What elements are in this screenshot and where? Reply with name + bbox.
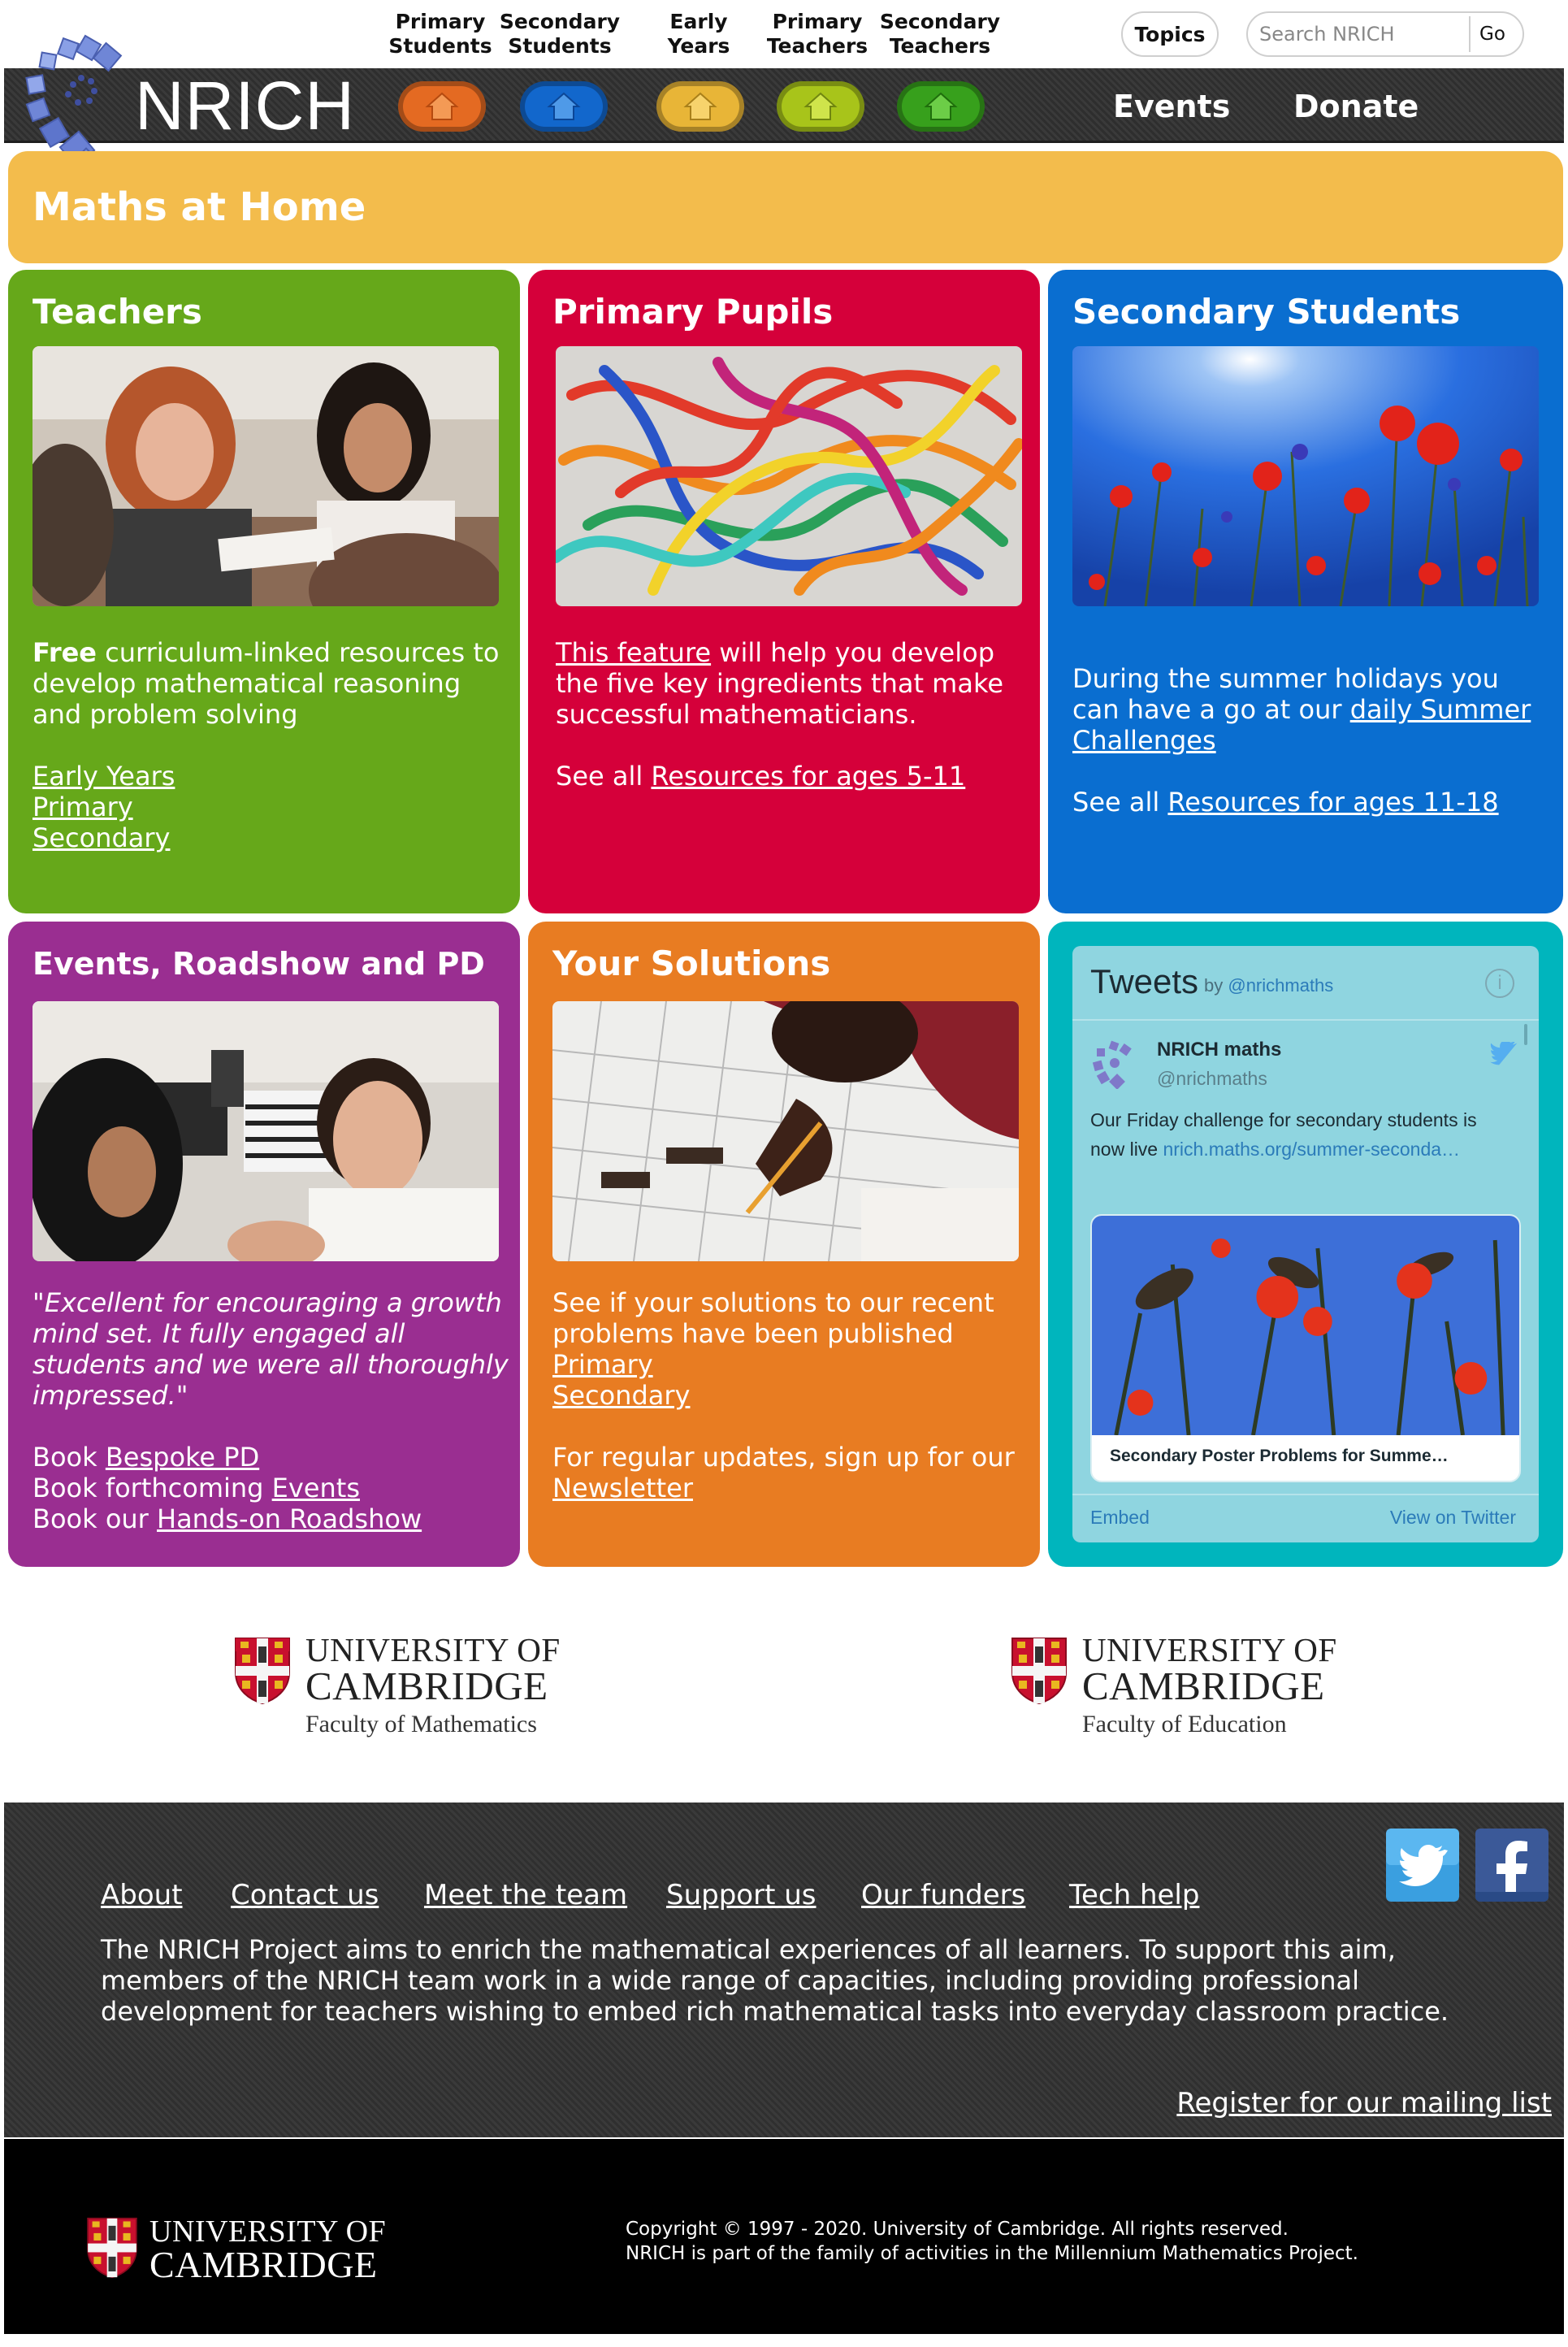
secondary-students-photo[interactable] [1072,346,1539,606]
teachers-links [32,761,175,853]
nav-secondary-students[interactable]: Secondary Students [499,10,621,58]
home-primary-teachers[interactable] [777,81,864,132]
tweet-text: Our Friday challenge for secondary students is now live [1090,1109,1477,1160]
tweet-body [1090,1105,1513,1164]
page-title: Maths at Home [32,184,366,230]
events-quote: "Excellent for encouraging a growth mind set. It fully engaged all students and we were all thoroughly impressed." [32,1287,509,1411]
primary-pupils-description [556,637,1027,730]
tweet-media-image [1092,1216,1519,1435]
tweet-link[interactable]: nrich.maths.org/summer-seconda… [1163,1139,1461,1160]
tweets-footer-divider [1072,1494,1539,1495]
home-primary-students[interactable] [398,81,486,132]
solutions-photo[interactable] [552,1001,1019,1261]
secondary-students-card [1048,270,1563,913]
footer-about-text: The NRICH Project aims to enrich the mathematical experiences of all learners. To support this aim, members of the NRICH team work in a wide range of capacities, including providing professional development for teachers wishing to embed rich mathematical tasks into everyday classroom practice. [101,1934,1449,2027]
primary-see-all [556,761,965,792]
solutions-card [528,922,1040,1567]
primary-pupils-title[interactable]: Primary Pupils [552,292,834,332]
teachers-link-primary[interactable]: Primary [32,792,133,822]
faculty-name: Faculty of Education [1082,1711,1287,1737]
cambridge-shield-icon [1011,1637,1068,1705]
donate-link[interactable]: Donate [1293,89,1419,124]
search-input[interactable] [1248,13,1469,55]
faculty-name: Faculty of Mathematics [305,1711,537,1737]
cambridge-shield-icon [86,2217,138,2279]
tweet-author-handle[interactable]: @nrichmaths [1157,1068,1267,1089]
bespoke-pd-link[interactable]: Bespoke PD [105,1442,260,1473]
search-go-button[interactable]: Go [1469,16,1514,52]
teachers-photo[interactable] [32,346,499,606]
home-early-years[interactable] [656,81,744,132]
nav-secondary-teachers[interactable]: Secondary Teachers [879,10,1001,58]
footer-tech-help-link[interactable]: Tech help [1069,1879,1200,1911]
copyright [626,2217,1358,2266]
events-photo[interactable] [32,1001,499,1261]
twitter-icon[interactable] [1386,1829,1459,1902]
uni-line1: UNIVERSITY OF [1082,1631,1337,1668]
twitter-bird-icon[interactable] [1490,1042,1519,1066]
cambridge-shield-icon [234,1637,291,1705]
footer-uni-line2: CAMBRIDGE [149,2244,378,2285]
solutions-text: See if your solutions to our recent problems have been published [552,1287,994,1349]
events-card [8,922,520,1567]
resources-5-11-link[interactable]: Resources for ages 5-11 [651,761,966,792]
solutions-primary-link[interactable]: Primary [552,1349,653,1380]
tweet-author-name[interactable]: NRICH maths [1157,1039,1282,1061]
nav-primary-students[interactable]: Primary Students [388,10,492,58]
teachers-description [32,637,504,730]
solutions-secondary-link[interactable]: Secondary [552,1380,691,1411]
tweets-handle-link[interactable]: @nrichmaths [1228,975,1334,996]
solutions-updates [552,1442,1024,1503]
tweet-media-card[interactable] [1090,1214,1521,1482]
teachers-text: curriculum-linked resources to develop mathematical reasoning and problem solving [32,637,500,730]
book-prefix: Book [32,1442,106,1473]
home-secondary-teachers[interactable] [897,81,985,132]
uni-line1: UNIVERSITY OF [305,1631,561,1668]
uni-line2: CAMBRIDGE [305,1664,548,1708]
secondary-text: During the summer holidays you can have a go at our [1072,663,1499,725]
free-label: Free [32,637,97,668]
teachers-link-early-years[interactable]: Early Years [32,761,175,792]
view-on-twitter-link[interactable]: View on Twitter [1389,1507,1516,1528]
primary-pupils-text: will help you develop the five key ingredients that make successful mathematicians. [556,637,1004,730]
teachers-card-title[interactable]: Teachers [32,292,202,332]
this-feature-link[interactable]: This feature [556,637,712,668]
tweets-scrollbar[interactable] [1524,1024,1527,1045]
house-icon [425,91,459,122]
house-icon [924,91,958,122]
footer-funders-link[interactable]: Our funders [861,1879,1026,1911]
by-label: by [1204,975,1228,996]
copyright-line2: NRICH is part of the family of activities in the Millennium Mathematics Project. [626,2243,1358,2264]
tweets-title: Tweets [1090,962,1199,1000]
tweets-divider [1072,1019,1539,1021]
events-book-links [32,1442,422,1534]
copyright-line1: Copyright © 1997 - 2020. University of Cambridge. All rights reserved. [626,2219,1289,2240]
teachers-card [8,270,520,913]
see-all-prefix: See all [1072,787,1168,818]
footer-support-link[interactable]: Support us [666,1879,816,1911]
secondary-description [1072,663,1544,756]
house-icon [547,91,581,122]
nrich-logo-text[interactable]: NRICH [135,67,355,144]
info-icon[interactable]: i [1485,969,1514,998]
footer-contact-link[interactable]: Contact us [231,1879,379,1911]
nav-early-years[interactable]: Early Years [667,10,730,58]
secondary-students-title[interactable]: Secondary Students [1072,292,1461,332]
tweet-media-caption[interactable]: Secondary Poster Problems for Summe… [1110,1447,1449,1465]
nav-primary-teachers[interactable]: Primary Teachers [766,10,868,58]
summer-challenges-link[interactable]: daily Summer Challenges [1072,694,1531,756]
book-bespoke-row [32,1442,422,1473]
home-secondary-students[interactable] [520,81,608,132]
tweets-by [1204,975,1333,996]
facebook-icon[interactable] [1475,1829,1549,1902]
faculty-of-mathematics-logo[interactable] [234,1632,575,1746]
secondary-see-all [1072,787,1499,818]
book-events-row [32,1473,422,1503]
see-all-prefix: See all [556,761,652,792]
book-roadshow-row [32,1503,422,1534]
events-link[interactable]: Events [1113,89,1231,124]
solutions-description [552,1287,1024,1411]
newsletter-link[interactable]: Newsletter [552,1473,693,1503]
resources-11-18-link[interactable]: Resources for ages 11-18 [1167,787,1499,818]
topics-button[interactable]: Topics [1121,11,1219,57]
maths-at-home-banner [8,151,1563,263]
updates-text: For regular updates, sign up for our [552,1442,1015,1473]
teachers-link-secondary[interactable]: Secondary [32,822,171,853]
primary-pupils-card [528,270,1040,913]
uni-line2: CAMBRIDGE [1082,1664,1325,1708]
solutions-card-title[interactable]: Your Solutions [552,944,831,983]
footer-meet-team-link[interactable]: Meet the team [424,1879,628,1911]
footer-uni-line1: UNIVERSITY OF [149,2215,387,2249]
embed-link[interactable]: Embed [1090,1507,1150,1528]
cambridge-footer-logo[interactable] [86,2214,411,2295]
roadshow-link[interactable]: Hands-on Roadshow [157,1503,422,1534]
book-prefix: Book forthcoming [32,1473,272,1503]
footer-about-link[interactable]: About [101,1879,183,1911]
search-box [1246,11,1524,57]
book-prefix: Book our [32,1503,157,1534]
nrich-avatar-icon[interactable] [1090,1037,1139,1089]
events-link-card[interactable]: Events [271,1473,360,1503]
tweets-widget [1072,946,1539,1542]
primary-pupils-photo[interactable] [556,346,1022,606]
register-mailing-list-link[interactable]: Register for our mailing list [1176,2087,1552,2119]
events-card-title[interactable]: Events, Roadshow and PD [32,946,485,982]
faculty-of-education-logo[interactable] [1011,1632,1352,1746]
house-icon [683,91,717,122]
house-icon [803,91,838,122]
